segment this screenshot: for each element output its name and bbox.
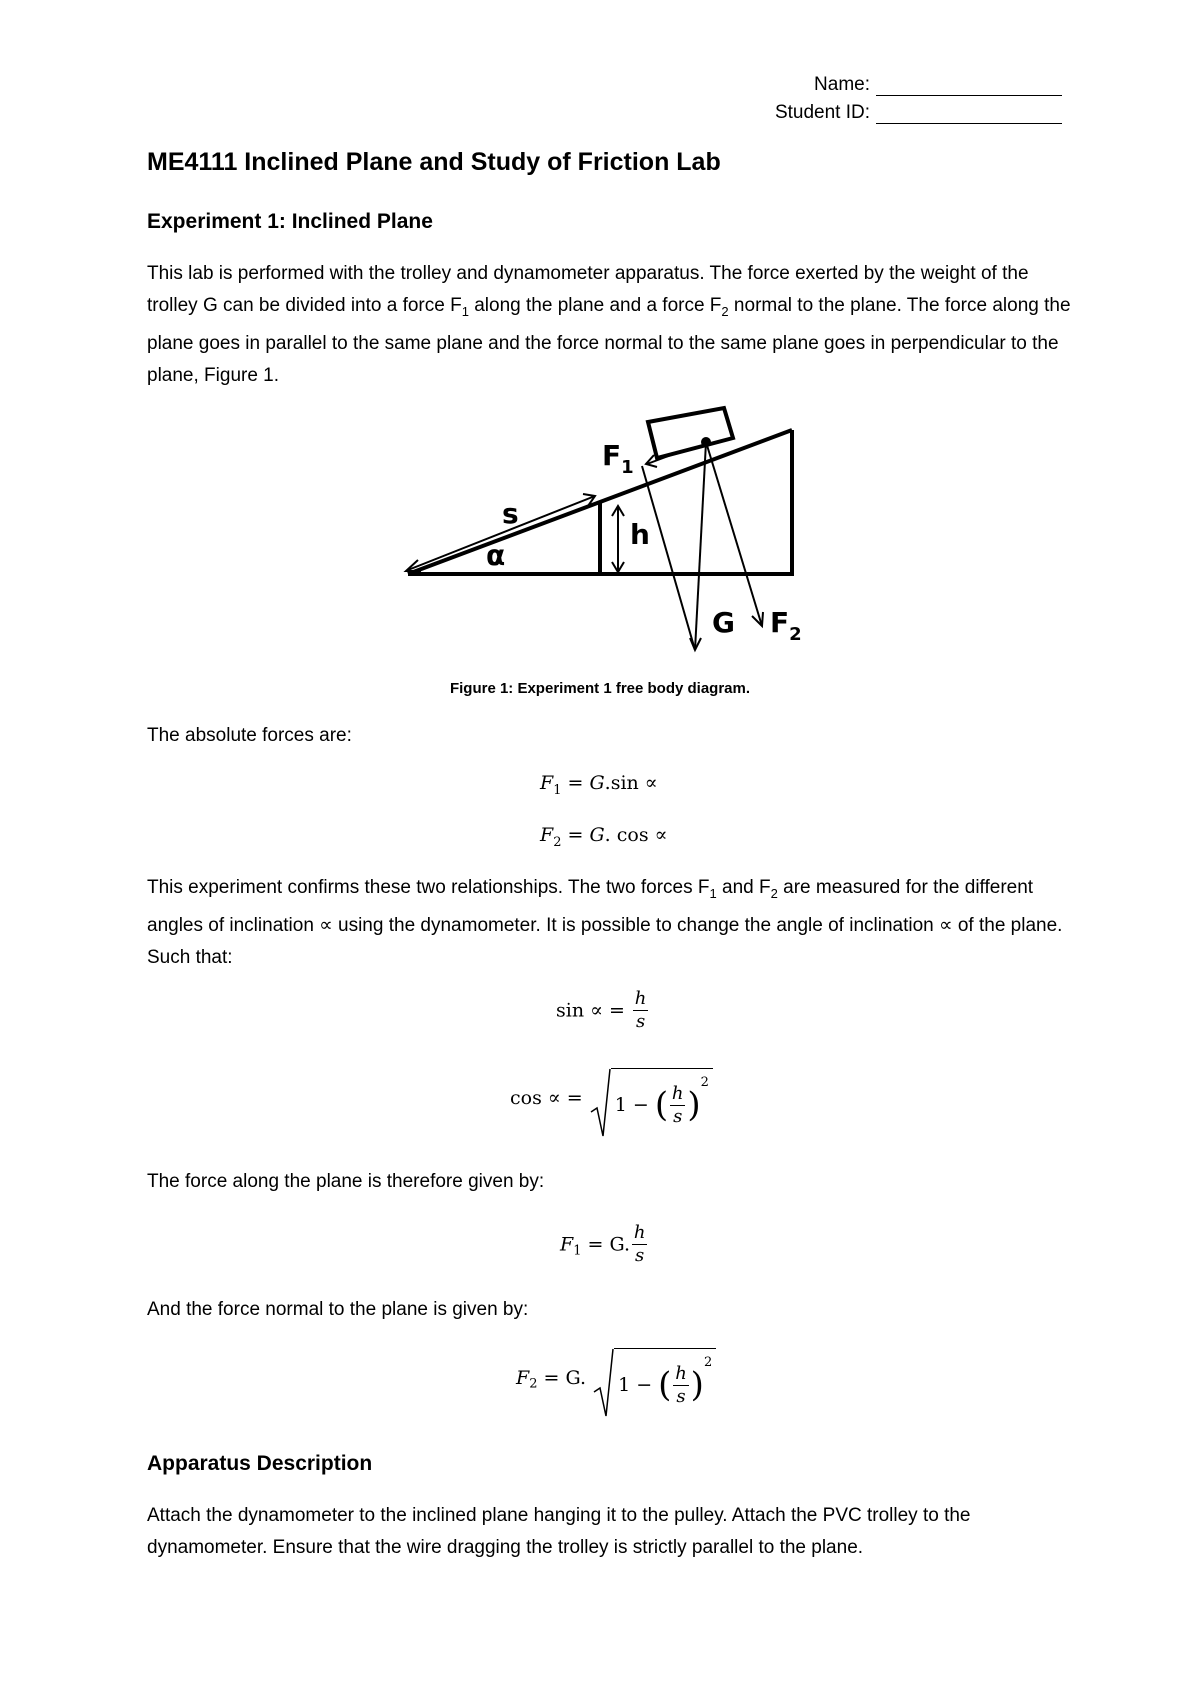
page-title: ME4111 Inclined Plane and Study of Friction Lab [147, 148, 721, 176]
f2-vector [706, 442, 762, 626]
equation-f1-ratio: $F_1 = G$. $\frac{h}{s}$ [560, 1222, 646, 1266]
name-blank-line[interactable] [876, 77, 1062, 96]
student-id-blank-line[interactable] [876, 105, 1062, 124]
equation-sin: sin ∝ = $\frac{h}{s}$ [556, 988, 647, 1032]
equation-f2-ratio: $F_2 = G$. 1 − ( $\frac{h}{s}$ )$^2$ [516, 1348, 716, 1408]
apparatus-paragraph: Attach the dynamometer to the inclined plane hanging it to the pulley. Attach the PVC trolley to the dynamometer. Ensure that the wire dragging the trolley is strictly parallel to the plane. [147, 1505, 971, 1558]
free-body-diagram [390, 400, 830, 665]
name-field [760, 74, 1062, 96]
experiment-heading: Experiment 1: Inclined Plane [147, 210, 433, 233]
g-component [642, 466, 695, 650]
label-f2: $F_2$ [770, 606, 802, 645]
apparatus-heading: Apparatus Description [147, 1452, 373, 1475]
equation-f2: $F_2 = G$. cos ∝ [540, 824, 668, 850]
absolute-forces-text: The absolute forces are: [147, 725, 352, 746]
name-label: Name: [814, 74, 870, 95]
force-normal-text: And the force normal to the plane is given by: [147, 1299, 529, 1320]
label-g: G [712, 606, 735, 639]
intro-paragraph: This lab is performed with the trolley and dynamometer apparatus. The force exerted by the weight of the trolley G can be divided into a force $F_1$ along the plane and a force $F_2$ normal to the plane. The force along the plane goes in parallel to the same plane and the force normal to the same plane goes in perpendicular to the plane, Figure 1. [147, 263, 1071, 386]
force-along-text: The force along the plane is therefore given by: [147, 1171, 545, 1192]
label-h: h [630, 518, 650, 551]
label-s: s [502, 497, 519, 530]
label-alpha: α [486, 539, 506, 572]
student-id-label: Student ID: [774, 102, 870, 123]
g-vector [695, 442, 706, 650]
student-id-field [760, 102, 1062, 124]
label-f1: $F_1$ [602, 439, 634, 478]
equation-cos: cos ∝ = 1 − ( $\frac{h}{s}$ )$^2$ [510, 1068, 713, 1128]
confirm-paragraph: This experiment confirms these two relationships. The two forces $F_1$ and $F_2$ are measured for the different angles of inclination ∝ using the dynamometer. It is possible to change the angle of inclination ∝ of the plane. Such that: [147, 877, 1063, 968]
trolley [648, 408, 733, 458]
center-of-mass [701, 437, 711, 447]
figure-caption: Figure 1: Experiment 1 free body diagram. [449, 680, 751, 697]
equation-f1: $F_1 = G.\sin$ ∝ [540, 772, 658, 798]
